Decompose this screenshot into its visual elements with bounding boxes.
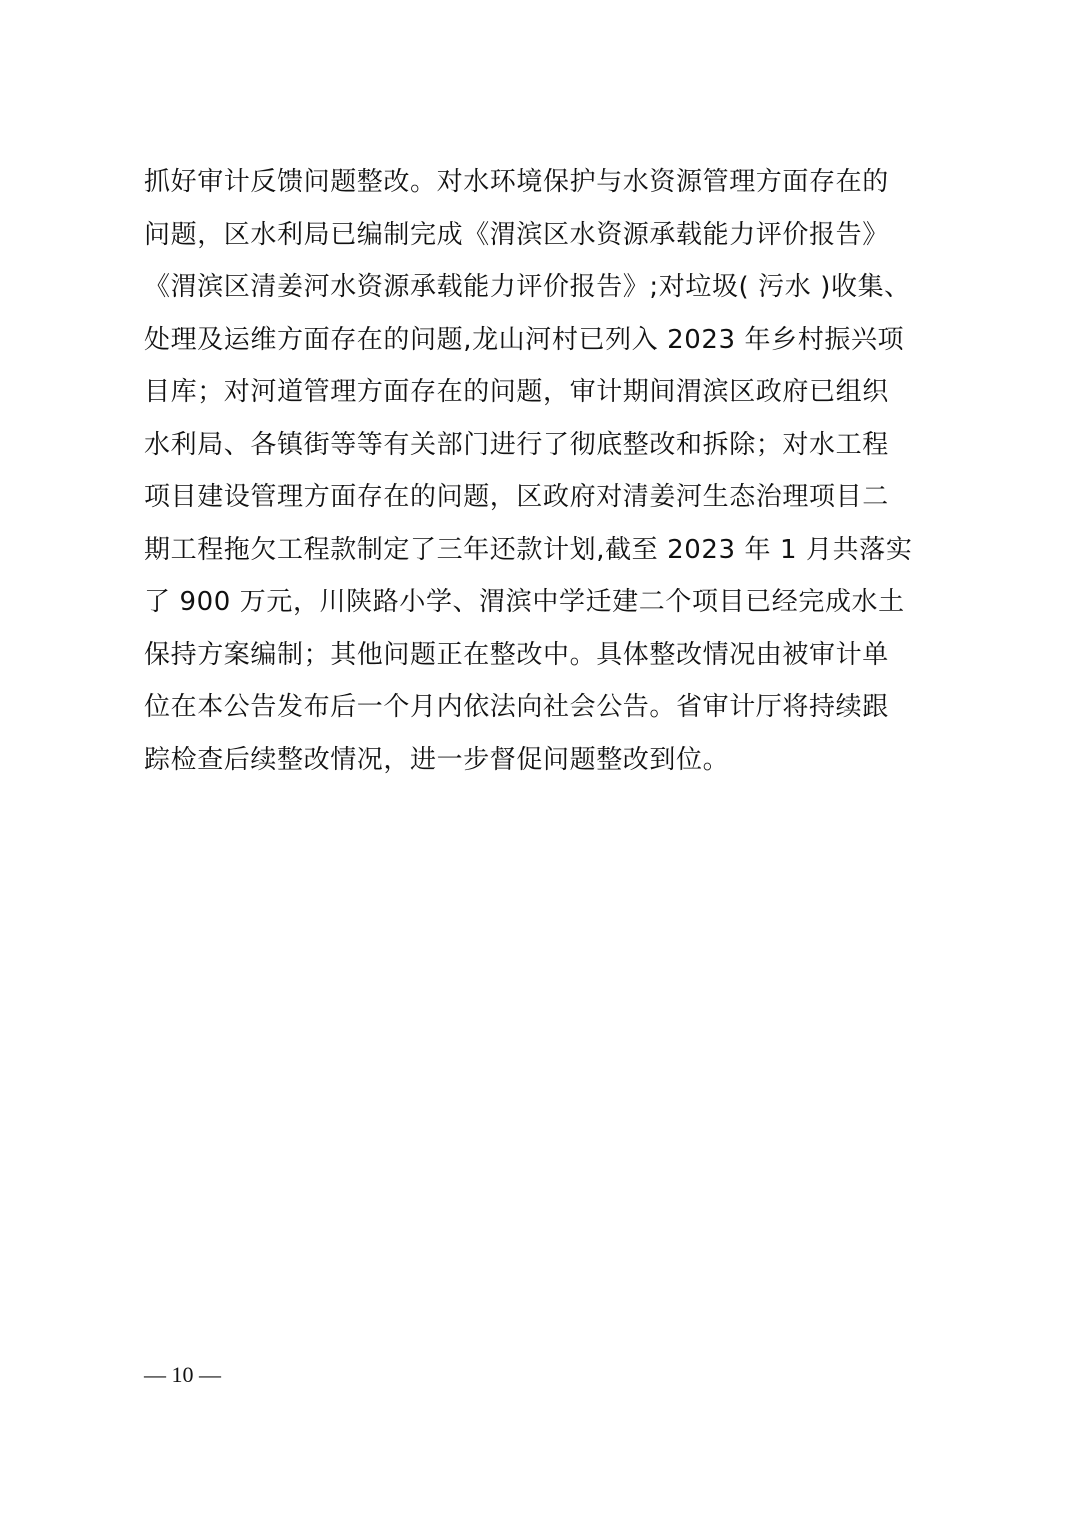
- paragraph-line: 位在本公告发布后一个月内依法向社会公告。省审计厅将持续跟: [144, 692, 889, 722]
- paragraph-line: 期工程拖欠工程款制定了三年还款计划,截至 2023 年 1 月共落实: [144, 534, 913, 565]
- paragraph-line: 问题，区水利局已编制完成《渭滨区水资源承载能力评价报告》: [144, 219, 889, 250]
- paragraph-line: 水利局、各镇街等等有关部门进行了彻底整改和拆除；对水工程: [144, 429, 889, 460]
- paragraph-line: 处理及运维方面存在的问题,龙山河村已列入 2023 年乡村振兴项: [144, 324, 905, 355]
- paragraph-line: 项目建设管理方面存在的问题，区政府对清姜河生态治理项目二: [144, 482, 889, 512]
- paragraph-line: 《渭滨区清姜河水资源承载能力评价报告》;对垃圾( 污水 )收集、: [144, 272, 911, 302]
- paragraph-line: 目库；对河道管理方面存在的问题，审计期间渭滨区政府已组织: [144, 377, 889, 407]
- paragraph-line: 了 900 万元，川陕路小学、渭滨中学迁建二个项目已经完成水土: [144, 587, 905, 617]
- paragraph-line: 保持方案编制；其他问题正在整改中。具体整改情况由被审计单: [144, 639, 889, 670]
- page-number: — 10 —: [144, 1362, 221, 1387]
- paragraph-line: 踪检查后续整改情况，进一步督促问题整改到位。: [144, 744, 730, 775]
- body-paragraph: [144, 156, 944, 786]
- paragraph-line: 抓好审计反馈问题整改。对水环境保护与水资源管理方面存在的: [144, 167, 889, 197]
